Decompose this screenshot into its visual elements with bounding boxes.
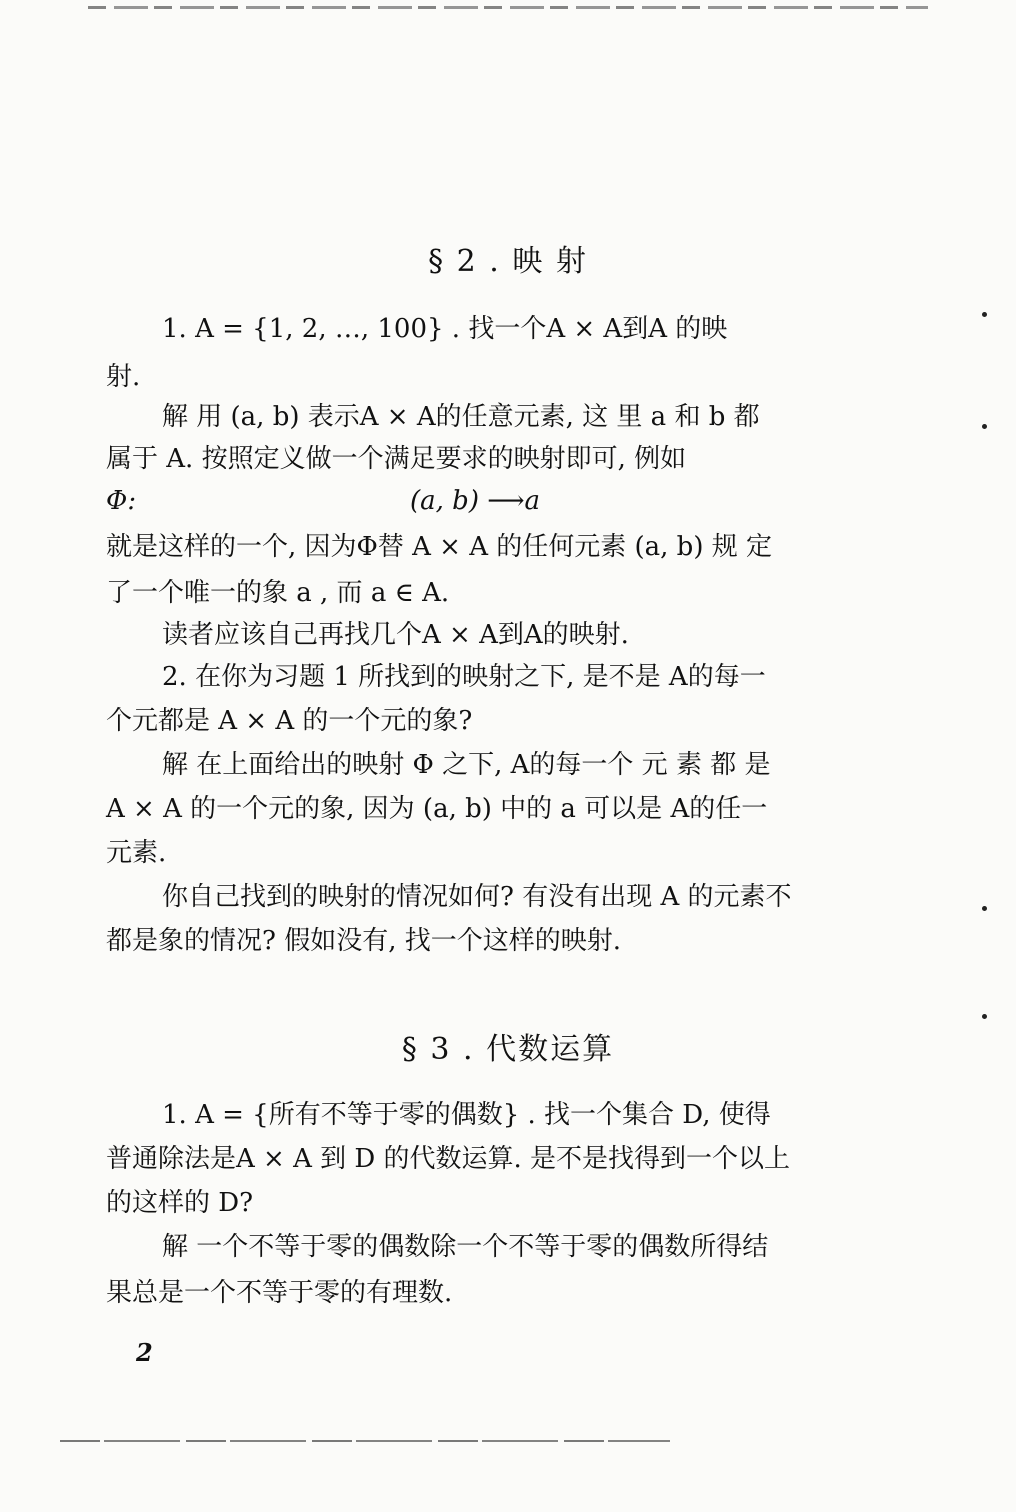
s2-line-11: 个元都是 A × A 的一个元的象? bbox=[106, 706, 473, 736]
s2-line-4: 属于 A. 按照定义做一个满足要求的映射即可, 例如 bbox=[106, 444, 687, 474]
s2-line-3: 解 用 (a, b) 表示A × A的任意元素, 这 里 a 和 b 都 bbox=[162, 402, 760, 432]
s2-line-9: 读者应该自己再找几个A × A到A的映射. bbox=[162, 620, 629, 650]
bottom-edge-rule bbox=[60, 1440, 670, 1442]
s3-line-2: 普通除法是A × A 到 D 的代数运算. 是不是找得到一个以上 bbox=[106, 1144, 791, 1174]
margin-speck bbox=[982, 424, 987, 429]
top-edge-rule bbox=[88, 6, 928, 9]
s2-line-16: 都是象的情况? 假如没有, 找一个这样的映射. bbox=[106, 926, 621, 956]
s2-mapping-formula: (a, b) ⟶a bbox=[410, 486, 540, 516]
margin-speck bbox=[982, 906, 987, 911]
s3-line-1: 1. A = {所有不等于零的偶数} . 找一个集合 D, 使得 bbox=[162, 1100, 771, 1130]
section-2-heading: § 2 . 映 射 bbox=[428, 244, 588, 279]
s3-line-3: 的这样的 D? bbox=[106, 1188, 254, 1218]
s3-line-5: 果总是一个不等于零的有理数. bbox=[106, 1278, 453, 1308]
s2-phi-label: Φ: bbox=[106, 486, 137, 516]
s2-line-13: A × A 的一个元的象, 因为 (a, b) 中的 a 可以是 A的任一 bbox=[106, 794, 768, 824]
s2-line-10: 2. 在你为习题 1 所找到的映射之下, 是不是 A的每一 bbox=[162, 662, 766, 692]
s2-line-12: 解 在上面给出的映射 Φ 之下, A的每一个 元 素 都 是 bbox=[162, 750, 771, 780]
page-number: 2 bbox=[136, 1338, 153, 1367]
s2-line-8: 了一个唯一的象 a , 而 a ∈ A. bbox=[106, 578, 450, 608]
s2-line-2: 射. bbox=[106, 362, 141, 392]
s3-line-4: 解 一个不等于零的偶数除一个不等于零的偶数所得结 bbox=[162, 1232, 769, 1262]
s2-line-14: 元素. bbox=[106, 838, 167, 868]
s2-line-7: 就是这样的一个, 因为Φ替 A × A 的任何元素 (a, b) 规 定 bbox=[106, 532, 772, 562]
s2-line-1: 1. A = {1, 2, …, 100} . 找一个A × A到A 的映 bbox=[162, 314, 728, 344]
section-3-heading: § 3 . 代数运算 bbox=[401, 1032, 615, 1067]
margin-speck bbox=[982, 312, 987, 317]
margin-speck bbox=[982, 1014, 987, 1019]
s2-line-15: 你自己找到的映射的情况如何? 有没有出现 A 的元素不 bbox=[162, 882, 792, 912]
